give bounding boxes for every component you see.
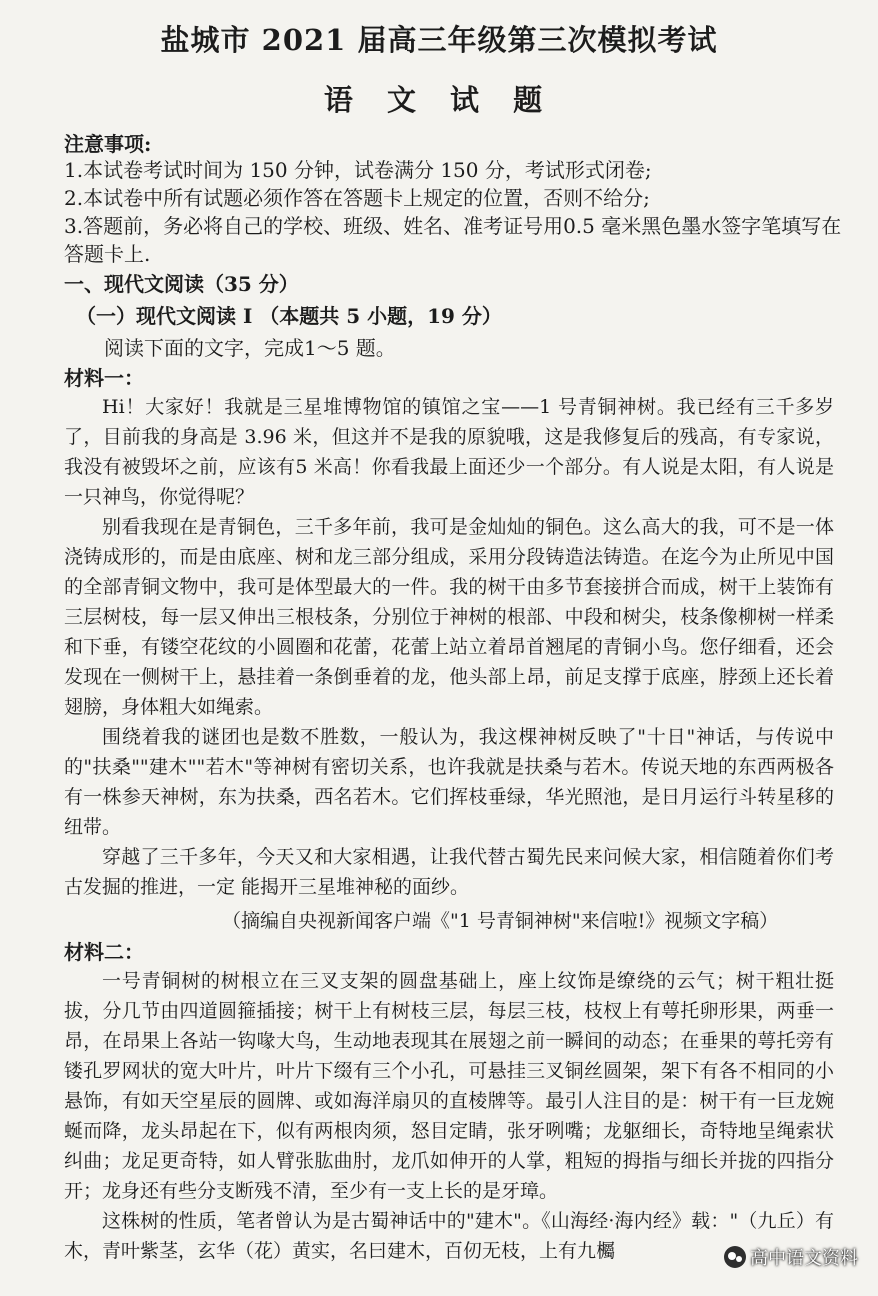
material-label: 材料二：	[64, 940, 144, 964]
reading-instruction: 阅读下面的文字，完成1～5 题。	[104, 336, 396, 360]
notice-item: 1.本试卷考试时间为 150 分钟，试卷满分 150 分，考试形式闭卷;	[64, 158, 652, 182]
paragraph: 一号青铜树的树根立在三叉支架的圆盘基础上，座上纹饰是缭绕的云气；树干粗壮挺拔，分几节由四道圆箍插接；树干上有树枝三层，每层三枝，枝杈上有萼托卵形果，两垂一昂，在昂果上各站一钩喙大鸟，生动地表现其在展翅之前一瞬间的动态；在垂果的萼托旁有镂孔罗网状的宽大叶片，叶片下缀有三个小孔，可悬挂三叉铜丝圆架，架下有各不相同的小悬饰，有如天空星辰的圆牌、或如海洋扇贝的直棱牌等。最引人注目的是：树干有一巨龙婉蜒而降，龙头昂起在下，似有两根肉须，怒目定睛，张牙咧嘴；龙躯细长，奇特地呈绳索状纠曲；龙足更奇特，如人臂张肱曲肘，龙爪如伸开的人掌，粗短的拇指与细长并拢的四指分开；龙身还有些分支断残不清，至少有一支上长的是牙璋。	[64, 970, 834, 1202]
subject-title: 语 文 试 题	[323, 83, 555, 117]
paragraph: 穿越了三千多年，今天又和大家相遇，让我代替古蜀先民来问候大家，相信随着你们考古发掘的推进，一定 能揭开三星堆神秘的面纱。	[64, 846, 834, 898]
paragraph: 别看我现在是青铜色，三千多年前，我可是金灿灿的铜色。这么高大的我，可不是一体浇铸成形的，而是由底座、树和龙三部分组成，采用分段铸造法铸造。在迄今为止所见中国的全部青铜文物中，我可是体型最大的一件。我的树干由多节套接拼合而成，树干上装饰有三层树枝，每一层又伸出三根枝条，分别位于神树的根部、中段和树尖，枝条像柳树一样柔和下垂，有镂空花纹的小圆圈和花蕾，花蕾上站立着昂首翘尾的青铜小鸟。您仔细看，还会发现在一侧树干上，悬挂着一条倒垂着的龙，他头部上昂，前足支撑于底座，脖颈上还长着翅膀，身体粗大如绳索。	[64, 516, 834, 718]
wechat-icon	[724, 1246, 746, 1268]
notice-item: 3.答题前，务必将自己的学校、班级、姓名、准考证号用0.5 毫米黑色墨水签字笔填写在答题卡上.	[64, 214, 842, 266]
source-citation: （摘编自央视新闻客户端《"1 号青铜神树"来信啦!》视频文字稿）	[222, 910, 779, 932]
material-two-text	[64, 966, 834, 1266]
paragraph: 围绕着我的谜团也是数不胜数，一般认为，我这棵神树反映了"十日"神话，与传说中的"扶桑""建木""若木"等神树有密切关系，也许我就是扶桑与若木。传说天地的东西两极各有一株参天神树，东为扶桑，西名若木。它们挥枝垂绿，华光照池，是日月运行斗转星移的纽带。	[64, 726, 834, 838]
section-subheading: （一）现代文阅读 Ⅰ （本题共 5 小题，19 分）	[76, 304, 502, 328]
material-label: 材料一：	[64, 366, 144, 390]
material-one-text	[64, 392, 834, 902]
notice-heading: 注意事项:	[64, 132, 152, 156]
paragraph: 这株树的性质，笔者曾认为是古蜀神话中的"建木"。《山海经·海内经》载："（九丘）有木，青叶紫茎，玄华（花）黄实，名曰建木，百仞无枝，上有九欘	[64, 1210, 834, 1262]
exam-title: 盐城市 2021 届高三年级第三次模拟考试	[160, 23, 718, 57]
watermark	[724, 1244, 858, 1270]
paragraph: Hi！大家好！我就是三星堆博物馆的镇馆之宝——1 号青铜神树。我已经有三千多岁了，目前我的身高是 3.96 米，但这并不是我的原貌哦，这是我修复后的残高，有专家说，我没有被毁坏之前，应该有5 米高！你看我最上面还少一个部分。有人说是太阳，有人说是一只神鸟，你觉得呢？	[64, 396, 834, 508]
watermark-text: 高中语文资料	[750, 1248, 858, 1269]
notice-item: 2.本试卷中所有试题必须作答在答题卡上规定的位置，否则不给分;	[64, 186, 650, 210]
section-heading: 一、现代文阅读（35 分）	[64, 272, 299, 296]
